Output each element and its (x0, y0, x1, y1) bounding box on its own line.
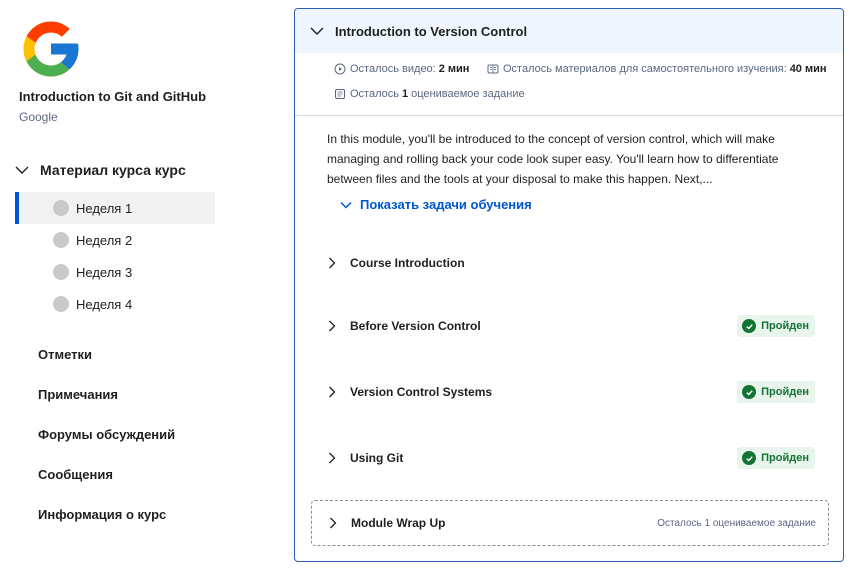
sidebar-item-week-3[interactable] (15, 256, 215, 288)
lesson-module-wrap-up[interactable] (311, 500, 829, 546)
chevron-down-icon (339, 198, 353, 212)
book-icon (487, 63, 499, 75)
week-label: Неделя 3 (76, 264, 133, 280)
chevron-right-icon (325, 319, 339, 333)
sidebar-item-week-1[interactable] (15, 192, 215, 224)
completed-badge (737, 381, 815, 403)
sidebar-link-notes[interactable]: Примечания (38, 387, 119, 402)
google-logo (18, 16, 84, 82)
graded-remaining-count: 1 (401, 88, 409, 100)
lesson-using-git[interactable] (311, 436, 829, 480)
reading-remaining-label: Осталось материалов для самостоятельного изучения: (503, 63, 787, 75)
graded-remaining-suffix: оцениваемое задание (411, 88, 525, 100)
course-sidebar (0, 0, 280, 581)
progress-dot-icon (53, 264, 69, 280)
completed-label: Пройден (761, 320, 809, 332)
assignment-icon (334, 88, 346, 100)
lesson-label: Version Control Systems (350, 385, 493, 399)
week-label: Неделя 4 (76, 296, 133, 312)
graded-remaining-note: Осталось 1 оцениваемое задание (657, 517, 816, 529)
course-title[interactable]: Introduction to Git and GitHub (19, 89, 207, 104)
video-remaining-label: Осталось видео: (350, 63, 436, 75)
chevron-right-icon (325, 385, 339, 399)
show-learning-objectives-label: Показать задачи обучения (360, 197, 532, 212)
course-material-toggle[interactable] (14, 158, 186, 182)
reading-remaining-value: 40 мин (789, 63, 827, 75)
video-remaining (334, 63, 469, 75)
lesson-version-control-systems[interactable] (311, 370, 829, 414)
lesson-label: Before Version Control (350, 319, 481, 333)
lesson-before-version-control[interactable] (311, 304, 829, 348)
progress-dot-icon (53, 232, 69, 248)
chevron-down-icon (309, 23, 325, 39)
lesson-course-introduction[interactable] (311, 241, 829, 285)
check-circle-icon (742, 385, 756, 399)
sidebar-link-messages[interactable]: Сообщения (38, 467, 113, 482)
lesson-label: Using Git (350, 451, 404, 465)
progress-dot-icon (53, 296, 69, 312)
completed-badge (737, 315, 815, 337)
sidebar-link-forums[interactable]: Форумы обсуждений (38, 427, 176, 442)
lesson-label: Module Wrap Up (351, 516, 446, 530)
chevron-right-icon (326, 516, 340, 530)
lesson-label: Course Introduction (350, 256, 465, 270)
reading-remaining (487, 63, 827, 75)
chevron-down-icon (14, 162, 30, 178)
play-circle-icon (334, 63, 346, 75)
progress-dot-icon (53, 200, 69, 216)
sidebar-link-course-info[interactable]: Информация о курс (38, 507, 167, 522)
graded-remaining (334, 88, 525, 100)
chevron-right-icon (325, 256, 339, 270)
week-label: Неделя 1 (76, 200, 133, 216)
chevron-right-icon (325, 451, 339, 465)
header-divider (295, 115, 843, 116)
module-description: In this module, you'll be introduced to the concept of version control, which will make managing and rolling back your code look super easy. You'll learn how to differentiate between files and the tools at your disposal to make this happen. Next,... (327, 132, 779, 186)
graded-remaining-prefix: Осталось (350, 88, 399, 100)
show-learning-objectives-button[interactable] (339, 197, 532, 212)
sidebar-link-grades[interactable]: Отметки (38, 347, 93, 362)
week-label: Неделя 2 (76, 232, 133, 248)
course-material-label: Материал курса курс (40, 162, 186, 178)
video-remaining-value: 2 мин (438, 63, 470, 75)
check-circle-icon (742, 451, 756, 465)
course-provider: Google (19, 110, 58, 124)
completed-label: Пройден (761, 386, 809, 398)
check-circle-icon (742, 319, 756, 333)
sidebar-item-week-4[interactable] (15, 288, 215, 320)
sidebar-item-week-2[interactable] (15, 224, 215, 256)
module-title: Introduction to Version Control (335, 23, 528, 39)
completed-badge (737, 447, 815, 469)
module-panel (294, 8, 844, 562)
completed-label: Пройден (761, 452, 809, 464)
module-header[interactable] (295, 9, 843, 53)
